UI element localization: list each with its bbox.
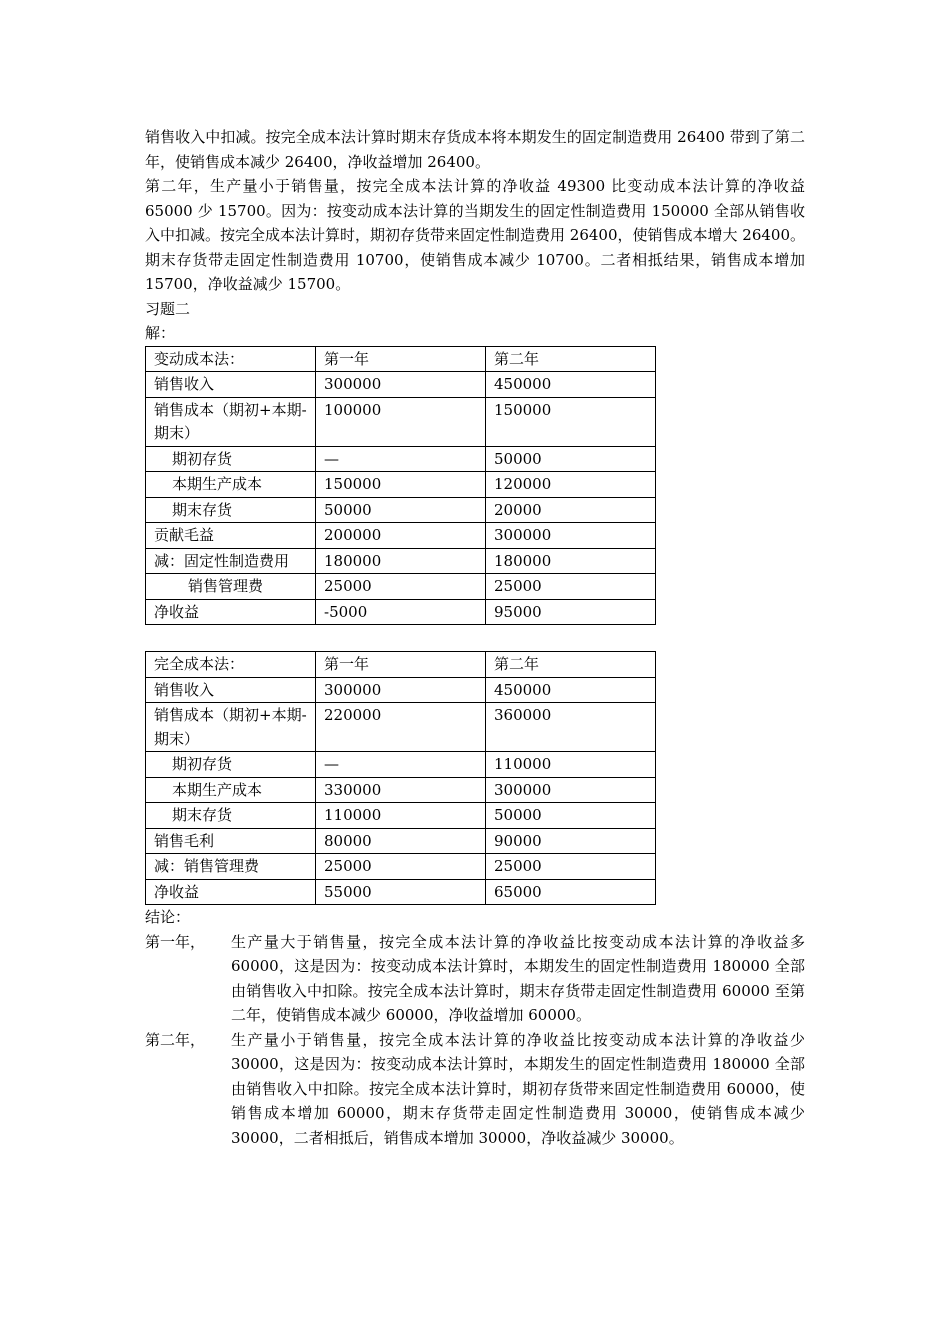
row-year-1-value: 300000: [316, 372, 486, 398]
table-header-row: [146, 346, 656, 372]
row-year-1-value: 200000: [316, 523, 486, 549]
row-year-2-value: 180000: [486, 548, 656, 574]
row-year-2-value: 95000: [486, 599, 656, 625]
solution-label: 解：: [145, 324, 176, 342]
table-row: [146, 523, 656, 549]
row-label: 贡献毛益: [146, 523, 316, 549]
row-label: 销售收入: [146, 677, 316, 703]
row-label: 减：固定性制造费用: [146, 548, 316, 574]
row-year-2-value: 50000: [486, 803, 656, 829]
table-row: [146, 752, 656, 778]
row-year-1-value: —: [316, 446, 486, 472]
row-year-2-value: 25000: [486, 574, 656, 600]
row-year-2-value: 360000: [486, 703, 656, 752]
conclusion-year-2-label: 第二年，: [145, 1030, 206, 1049]
row-year-2-value: 50000: [486, 446, 656, 472]
row-label: 期初存货: [146, 752, 316, 778]
absorption-cost-table: [145, 651, 656, 905]
conclusion-title: 结论：: [145, 908, 191, 926]
row-year-1-value: 300000: [316, 677, 486, 703]
header-method: 完全成本法：: [146, 652, 316, 678]
header-method: 变动成本法：: [146, 346, 316, 372]
row-year-1-value: -5000: [316, 599, 486, 625]
row-year-2-value: 300000: [486, 777, 656, 803]
header-year-2: 第二年: [486, 346, 656, 372]
row-year-1-value: 25000: [316, 854, 486, 880]
table-row: [146, 803, 656, 829]
intro-paragraph-1: 销售收入中扣减。按完全成本法计算时期末存货成本将本期发生的固定制造费用 26400 带到了第二年，使销售成本减少 26400，净收益增加 26400。: [145, 128, 805, 171]
table-row: [146, 397, 656, 446]
row-label: 期初存货: [146, 446, 316, 472]
row-year-2-value: 300000: [486, 523, 656, 549]
spacer: [145, 625, 805, 651]
document-page: [145, 125, 805, 1150]
row-label: 期末存货: [146, 803, 316, 829]
conclusion-year-2: [145, 1028, 805, 1151]
row-year-2-value: 150000: [486, 397, 656, 446]
row-year-1-value: 220000: [316, 703, 486, 752]
row-year-1-value: 50000: [316, 497, 486, 523]
table-row: [146, 777, 656, 803]
conclusion-year-1: [145, 930, 805, 1028]
row-label: 本期生产成本: [146, 472, 316, 498]
table-row: [146, 879, 656, 905]
row-year-2-value: 110000: [486, 752, 656, 778]
table-row: [146, 599, 656, 625]
header-year-1: 第一年: [316, 346, 486, 372]
row-year-1-value: 25000: [316, 574, 486, 600]
table-row: [146, 854, 656, 880]
conclusion-year-1-label: 第一年，: [145, 932, 206, 951]
table-row: [146, 828, 656, 854]
row-label: 销售收入: [146, 372, 316, 398]
variable-cost-table: [145, 346, 656, 626]
header-year-2: 第二年: [486, 652, 656, 678]
table-row: [146, 677, 656, 703]
row-year-1-value: 180000: [316, 548, 486, 574]
row-year-1-value: 80000: [316, 828, 486, 854]
table-row: [146, 446, 656, 472]
row-year-1-value: 55000: [316, 879, 486, 905]
row-year-2-value: 90000: [486, 828, 656, 854]
row-year-1-value: 100000: [316, 397, 486, 446]
row-year-1-value: —: [316, 752, 486, 778]
row-label: 销售成本（期初+本期-期末）: [146, 703, 316, 752]
row-label: 销售毛利: [146, 828, 316, 854]
row-year-2-value: 65000: [486, 879, 656, 905]
section-title: 习题二: [145, 299, 191, 318]
table-row: [146, 703, 656, 752]
header-year-1: 第一年: [316, 652, 486, 678]
table-row: [146, 574, 656, 600]
row-year-1-value: 110000: [316, 803, 486, 829]
row-year-2-value: 450000: [486, 677, 656, 703]
row-label: 本期生产成本: [146, 777, 316, 803]
row-label: 减：销售管理费: [146, 854, 316, 880]
table-row: [146, 548, 656, 574]
row-label: 净收益: [146, 599, 316, 625]
row-year-2-value: 25000: [486, 854, 656, 880]
row-year-1-value: 330000: [316, 777, 486, 803]
row-label: 销售管理费: [146, 574, 316, 600]
conclusion-year-1-text: 生产量大于销售量，按完全成本法计算的净收益比按变动成本法计算的净收益多 60000，这是因为：按变动成本法计算时，本期发生的固定性制造费用 180000 全部由销售收入中扣除。按完全成本法计算时，期末存货带走固定性制造费用 60000 至第二年，使销售成本减少 60000，净收益增加 60000。: [231, 932, 805, 1024]
table-header-row: [146, 652, 656, 678]
row-label: 期末存货: [146, 497, 316, 523]
row-year-2-value: 120000: [486, 472, 656, 498]
row-year-2-value: 450000: [486, 372, 656, 398]
table-row: [146, 497, 656, 523]
row-year-1-value: 150000: [316, 472, 486, 498]
row-label: 净收益: [146, 879, 316, 905]
intro-paragraph-2: 第二年，生产量小于销售量，按完全成本法计算的净收益 49300 比变动成本法计算的净收益 65000 少 15700。因为：按变动成本法计算的当期发生的固定性制造费用 150000 全部从销售收入中扣减。按完全成本法计算时，期初存货带来固定性制造费用 26400，使销售成本增大 26400。期末存货带走固定性制造费用 10700，使销售成本减少 10700。二者相抵结果，销售成本增加 15700，净收益减少 15700。: [145, 177, 805, 293]
row-label: 销售成本（期初+本期-期末）: [146, 397, 316, 446]
table-row: [146, 472, 656, 498]
table-row: [146, 372, 656, 398]
row-year-2-value: 20000: [486, 497, 656, 523]
conclusion-year-2-text: 生产量小于销售量，按完全成本法计算的净收益比按变动成本法计算的净收益少 30000，这是因为：按变动成本法计算时，本期发生的固定性制造费用 180000 全部由销售收入中扣除。按完全成本法计算时，期初存货带来固定性制造费用 60000，使销售成本增加 60000，期末存货带走固定性制造费用 30000，使销售成本减少 30000，二者相抵后，销售成本增加 30000，净收益减少 30000。: [231, 1030, 805, 1147]
